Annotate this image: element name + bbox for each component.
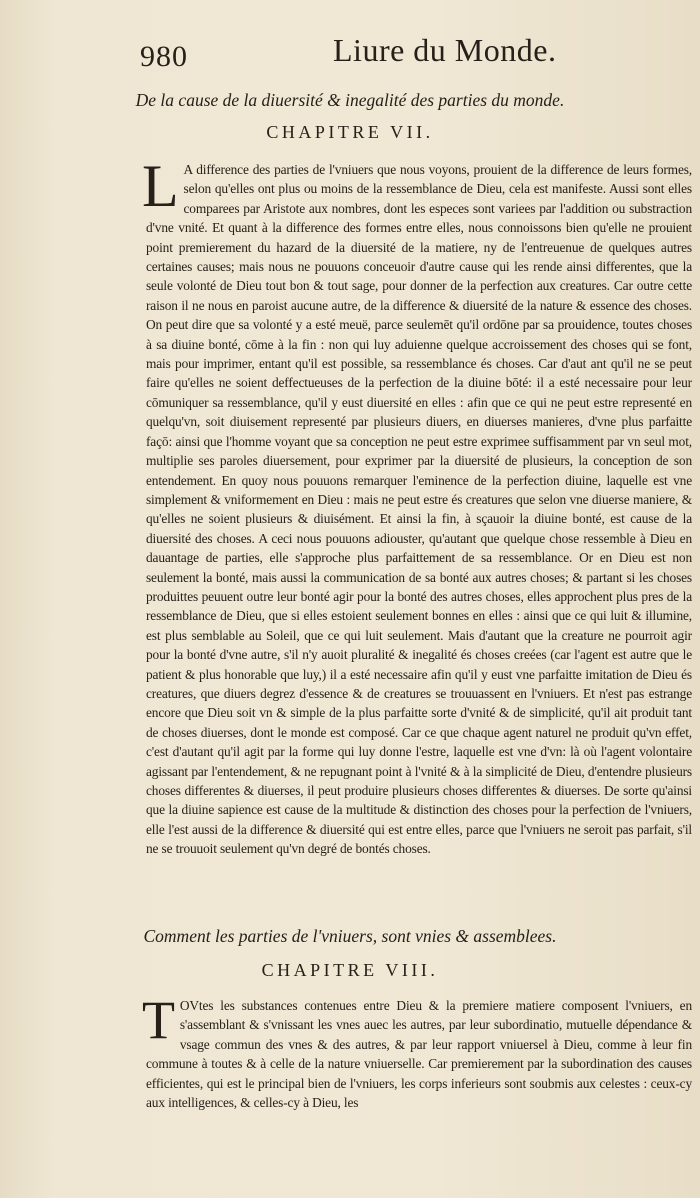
chapter-7-body: A difference des parties de l'vniuers que nous voyons, prouient de la difference de leurs formes, selon qu'elles ont plus ou moins de la ressemblance de Dieu, cela est manifeste. Aussi sont elles comparees par Aristote aux nombres, dont les especes sont variees par l'addition ou substraction d'vne vnité. Et quant à la difference des formes entre elles, nous connoissons bien qu'elle ne prouient point premierement du hazard de la diuersité de la matiere, ny de l'entreuenue de quelques autres certaines causes; mais nous ne pouuons conceuoir d'autre cause qui les rende ainsi differentes, que la seule volonté de Dieu tout bon & tout sage, pour donner de la perfection aux creatures. Car outre cette raison il ne nous en paroist aucune autre, de la difference & diuersité de la nature & essence des choses. On peut dire que sa volonté y a esté meuë, parce seulemēt qu'il ordōne par sa prouidence, toutes choses à sa diuine bonté, cōme à la fin : non qui luy aduienne quelque accroissement des choses qui se font, mais pour imprimer, entant qu'il est possible, sa ressemblance és choses. Car d'aut ant qu'il ne se peut faire qu'elles ne soient deffectueuses de la perfection de la diuine bōté: il a esté necessaire pour leur cōmuniquer sa ressemblance, qu'il y eust diuersité en elles : afin que ce qui ne peut estre representé en quelqu'vn, soit diuisement representé par plusieurs diuers, en diuerses manieres, d'vne plus parfaitte façō: ainsi que l'homme voyant que sa conception ne peut estre exprimee suffisamment par vn seul mot, multiplie ses paroles diuersement, pour exprimer par la diuersité de plusieurs, la conception de son entendement. En quoy nous pouuons remarquer l'eminence de la perfection diuine, laquelle est vne simplement & vniformement en Dieu : mais ne peut estre és creatures que selon vne diuerse maniere, & qu'elles ne soient plusieurs & diuisément. Et ainsi la fin, à sçauoir la diuine bonté, est cause de la diuersité des choses. A ceci nous pouuons adiouster, qu'autant que quelque chose ressemble à Dieu en dauantage de parties, elle s'approche plus parfaittement de sa ressemblance. Or en Dieu est non seulement la bonté, mais aussi la communication de sa bonté aux autres choses; & partant si les choses produittes peuuent outre leur bonté agir pour la bonté des autres choses, elles approchent plus pres de la ressemblance de Dieu, que si elles estoient seulement bonnes en elles : ainsi que ce qui luit & illumine, est plus semblable au Soleil, que ce qui luit seulement. Mais d'autant que la creature ne pourroit agir pour la bonté d'vne autre, s'il n'y auoit pluralité & inegalité és choses creées (car l'agent est autre que le patient & plus honorable que luy,) il a esté necessaire afin qu'il y eust vne parfaitte imitation de Dieu és creatures, que diuers degrez d'essence & de creatures se trouuassent en l'vniuers. Et n'est pas estrange encore que Dieu soit vn & simple de la plus parfaitte sorte d'vnité & de simplicité, qu'il ait produit tant de choses diuerses, dont le monde est composé. Car ce que chaque agent naturel ne produit qu'vn effet, c'est d'autant qu'il agit par la forme qui luy donne l'estre, laquelle est vne d'vn: là où l'agent volontaire agissant par l'entendement, & ne repugnant point à l'vnité & à la simplicité de Dieu, d'entendre plusieurs choses differentes & diuerses, il peut produire plusieurs choses differentes & diuerses. De sorte qu'ainsi que la diuine sapience est cause de la multitude & distinction des choses pour la perfection de l'vniuers, elle l'est aussi de la difference & diuersité qui est entre elles, parce que l'vniuers ne seroit pas parfait, s'il ne se trouuoit seulement qu'vn degré de bontés choses. xyxy=(146,162,692,857)
page-number: 980 xyxy=(140,40,188,73)
running-head xyxy=(128,28,568,78)
chapter-heading-7: CHAPITRE VII. xyxy=(266,122,434,142)
chapter-8-paragraph xyxy=(142,990,692,1112)
running-title: Liure du Monde. xyxy=(333,32,557,68)
chapter-8-text xyxy=(142,990,692,1112)
chapter-8-body: OVtes les substances contenues entre Dieu & la premiere matiere composent l'vniuers, en s'assemblant & s'vnissant les vnes auec les autres, par leur subordinatio, mutuelle dépendance & vsage commun des vnes & des autres, & par leur rapport vniuersel à Dieu, comme à leur fin commune à toutes & à celle de la nature vniuerselle. Car premierement par la subordination des causes efficientes, qui est le principal bien de l'vniuers, les corps inferieurs sont soubmis aux celestes : ceux-cy aux intelligences, & celles-cy à Dieu, les xyxy=(146,998,692,1111)
section-title-chapter-7: De la cause de la diuersité & inegalité des parties du monde. xyxy=(135,90,565,110)
section-title-chapter-8: Comment les parties de l'vniuers, sont vnies & assemblees. xyxy=(143,926,557,946)
chapter-7-text xyxy=(142,153,692,859)
dropcap-l: L xyxy=(142,153,179,219)
dropcap-t: T xyxy=(142,990,175,1050)
chapter-7-paragraph xyxy=(142,153,692,859)
chapter-heading-8: CHAPITRE VIII. xyxy=(261,960,439,980)
